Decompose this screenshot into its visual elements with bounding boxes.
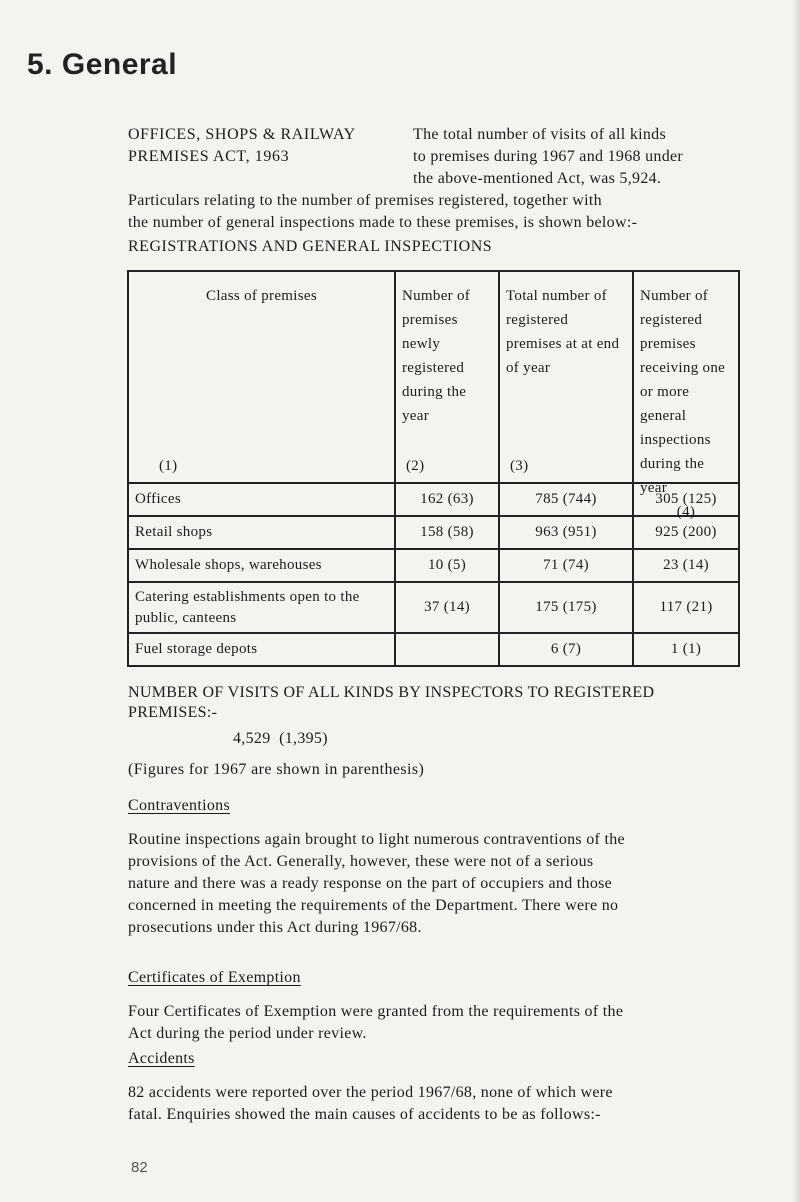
cell-total-registered: 6 (7): [499, 633, 633, 666]
cell-class: Offices: [128, 483, 395, 516]
table-row: [128, 549, 739, 582]
act-title-line: OFFICES, SHOPS & RAILWAY: [128, 126, 356, 143]
cell-newly-registered: 10 (5): [395, 549, 499, 582]
visits-value: 4,529 (1,395): [233, 730, 328, 747]
cell-newly-registered: 37 (14): [395, 582, 499, 633]
cell-newly-registered: 162 (63): [395, 483, 499, 516]
cell-total-registered: 175 (175): [499, 582, 633, 633]
visits-summary: [413, 124, 753, 190]
paragraph-line: 82 accidents were reported over the period 1967/68, none of which were: [128, 1084, 613, 1101]
page-number: 82: [131, 1159, 148, 1176]
page-edge: [792, 0, 800, 1202]
cell-inspected: 305 (125): [633, 483, 739, 516]
act-title: [128, 124, 398, 168]
accidents-heading: Accidents: [128, 1050, 195, 1067]
cell-class: Fuel storage depots: [128, 633, 395, 666]
intro-paragraph-line: the number of general inspections made to these premises, is shown below:-: [128, 214, 638, 231]
header-class-of-premises: Class of premises (1): [128, 271, 395, 483]
visits-heading: [128, 683, 768, 723]
intro-paragraph: [128, 190, 788, 234]
cell-inspected: 117 (21): [633, 582, 739, 633]
paragraph-line: Four Certificates of Exemption were granted from the requirements of the: [128, 1003, 624, 1020]
cell-newly-registered: [395, 633, 499, 666]
accidents-paragraph: [128, 1082, 778, 1126]
visits-summary-line: to premises during 1967 and 1968 under: [413, 148, 684, 165]
certificates-paragraph: [128, 1001, 778, 1045]
cell-total-registered: 963 (951): [499, 516, 633, 549]
paragraph-line: nature and there was a ready response on the part of occupiers and those: [128, 875, 613, 892]
paragraph-line: provisions of the Act. Generally, however, these were not of a serious: [128, 853, 594, 870]
table-row: [128, 633, 739, 666]
paragraph-line: concerned in meeting the requirements of the Department. There were no: [128, 897, 619, 914]
registrations-table: [127, 270, 740, 667]
cell-newly-registered: 158 (58): [395, 516, 499, 549]
intro-paragraph-line: Particulars relating to the number of premises registered, together with: [128, 192, 602, 209]
visits-heading-line: NUMBER OF VISITS OF ALL KINDS BY INSPECTORS TO REGISTERED: [128, 684, 655, 701]
visits-heading-line: PREMISES:-: [128, 704, 218, 721]
cell-class: Retail shops: [128, 516, 395, 549]
section-title: 5. General: [27, 48, 178, 81]
contraventions-heading: Contraventions: [128, 797, 230, 814]
cell-inspected: 925 (200): [633, 516, 739, 549]
table-row: [128, 582, 739, 633]
contraventions-paragraph: [128, 829, 778, 939]
paragraph-line: Routine inspections again brought to light numerous contraventions of the: [128, 831, 625, 848]
table-header-row: [128, 271, 739, 483]
act-title-line: PREMISES ACT, 1963: [128, 148, 290, 165]
certificates-heading: Certificates of Exemption: [128, 969, 301, 986]
visits-note: (Figures for 1967 are shown in parenthesis): [128, 761, 425, 778]
header-total-registered: Total number of registered premises at at end of year (3): [499, 271, 633, 483]
visits-summary-line: the above-mentioned Act, was 5,924.: [413, 170, 662, 187]
cell-class: Wholesale shops, warehouses: [128, 549, 395, 582]
header-newly-registered: Number of premises newly registered during the year (2): [395, 271, 499, 483]
paragraph-line: prosecutions under this Act during 1967/68.: [128, 919, 422, 936]
cell-inspected: 23 (14): [633, 549, 739, 582]
cell-total-registered: 785 (744): [499, 483, 633, 516]
paragraph-line: Act during the period under review.: [128, 1025, 367, 1042]
cell-inspected: 1 (1): [633, 633, 739, 666]
visits-summary-line: The total number of visits of all kinds: [413, 126, 666, 143]
header-inspected: Number of registered premises receiving one or more general inspections during the year (4): [633, 271, 739, 483]
cell-total-registered: 71 (74): [499, 549, 633, 582]
table-caption: REGISTRATIONS AND GENERAL INSPECTIONS: [128, 238, 493, 255]
cell-class: Catering establishments open to the public, canteens: [128, 582, 395, 633]
paragraph-line: fatal. Enquiries showed the main causes of accidents to be as follows:-: [128, 1106, 601, 1123]
